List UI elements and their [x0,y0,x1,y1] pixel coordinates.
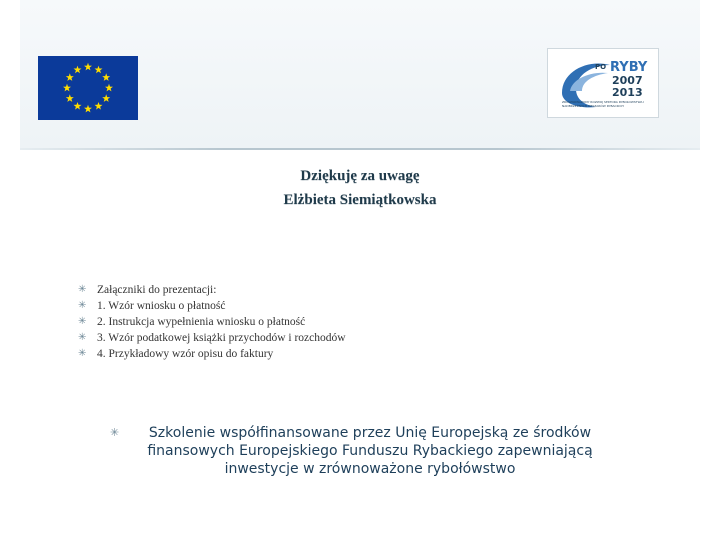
list-item: ✳ 1. Wzór wniosku o płatność [78,300,226,312]
eu-star-icon [84,63,92,71]
funding-note-text: Szkolenie współfinansowane przez Unię Europejską ze środków finansowych Europejskiego Funduszu Rybackiego zapewniającą inwestycje w zrównoważone rybołówstwo [147,425,593,477]
eu-star-icon [74,66,82,74]
bullet-icon: ✳ [78,300,87,311]
title-line-author: Elżbieta Siemiątkowska [283,192,437,208]
list-item: ✳ 3. Wzór podatkowej książki przychodów i rozchodów [78,332,346,344]
attachments-list [78,282,346,362]
bullet-icon: ✳ [78,348,87,359]
svg-text:2013: 2013 [612,86,643,99]
eu-star-icon [95,102,103,110]
header-divider [20,148,700,150]
svg-text:PO: PO [595,63,607,71]
eu-stars-icon [38,56,138,120]
po-ryby-logo [547,48,659,118]
eu-star-icon [95,66,103,74]
eu-star-icon [74,102,82,110]
eu-star-icon [84,105,92,113]
svg-text:2007: 2007 [612,74,643,87]
eu-star-icon [102,73,110,81]
list-item: ✳ Załączniki do prezentacji: [78,284,217,296]
bullet-icon: ✳ [78,316,87,327]
bullet-icon: ✳ [78,284,87,295]
bullet-icon: ✳ [110,426,120,439]
eu-star-icon [66,73,74,81]
eu-star-icon [66,94,74,102]
list-item: ✳ 2. Instrukcja wypełnienia wniosku o płatność [78,316,306,328]
title-line-thanks: Dziękuję za uwagę [300,168,420,184]
logo-caption: ZRÓWNOWAŻONY ROZWÓJ SEKTORA RYBOŁÓWSTWA I NADBRZEŻNYCH OBSZARÓW RYBACKICH [562,101,645,108]
page-title [0,164,720,212]
bullet-icon: ✳ [78,332,87,343]
svg-text:RYBY: RYBY [610,60,648,75]
list-item: ✳ 4. Przykładowy wzór opisu do faktury [78,348,274,360]
funding-note [110,424,630,478]
eu-star-icon [63,84,71,92]
eu-star-icon [105,84,113,92]
eu-star-icon [102,94,110,102]
eu-flag-logo [38,56,138,120]
